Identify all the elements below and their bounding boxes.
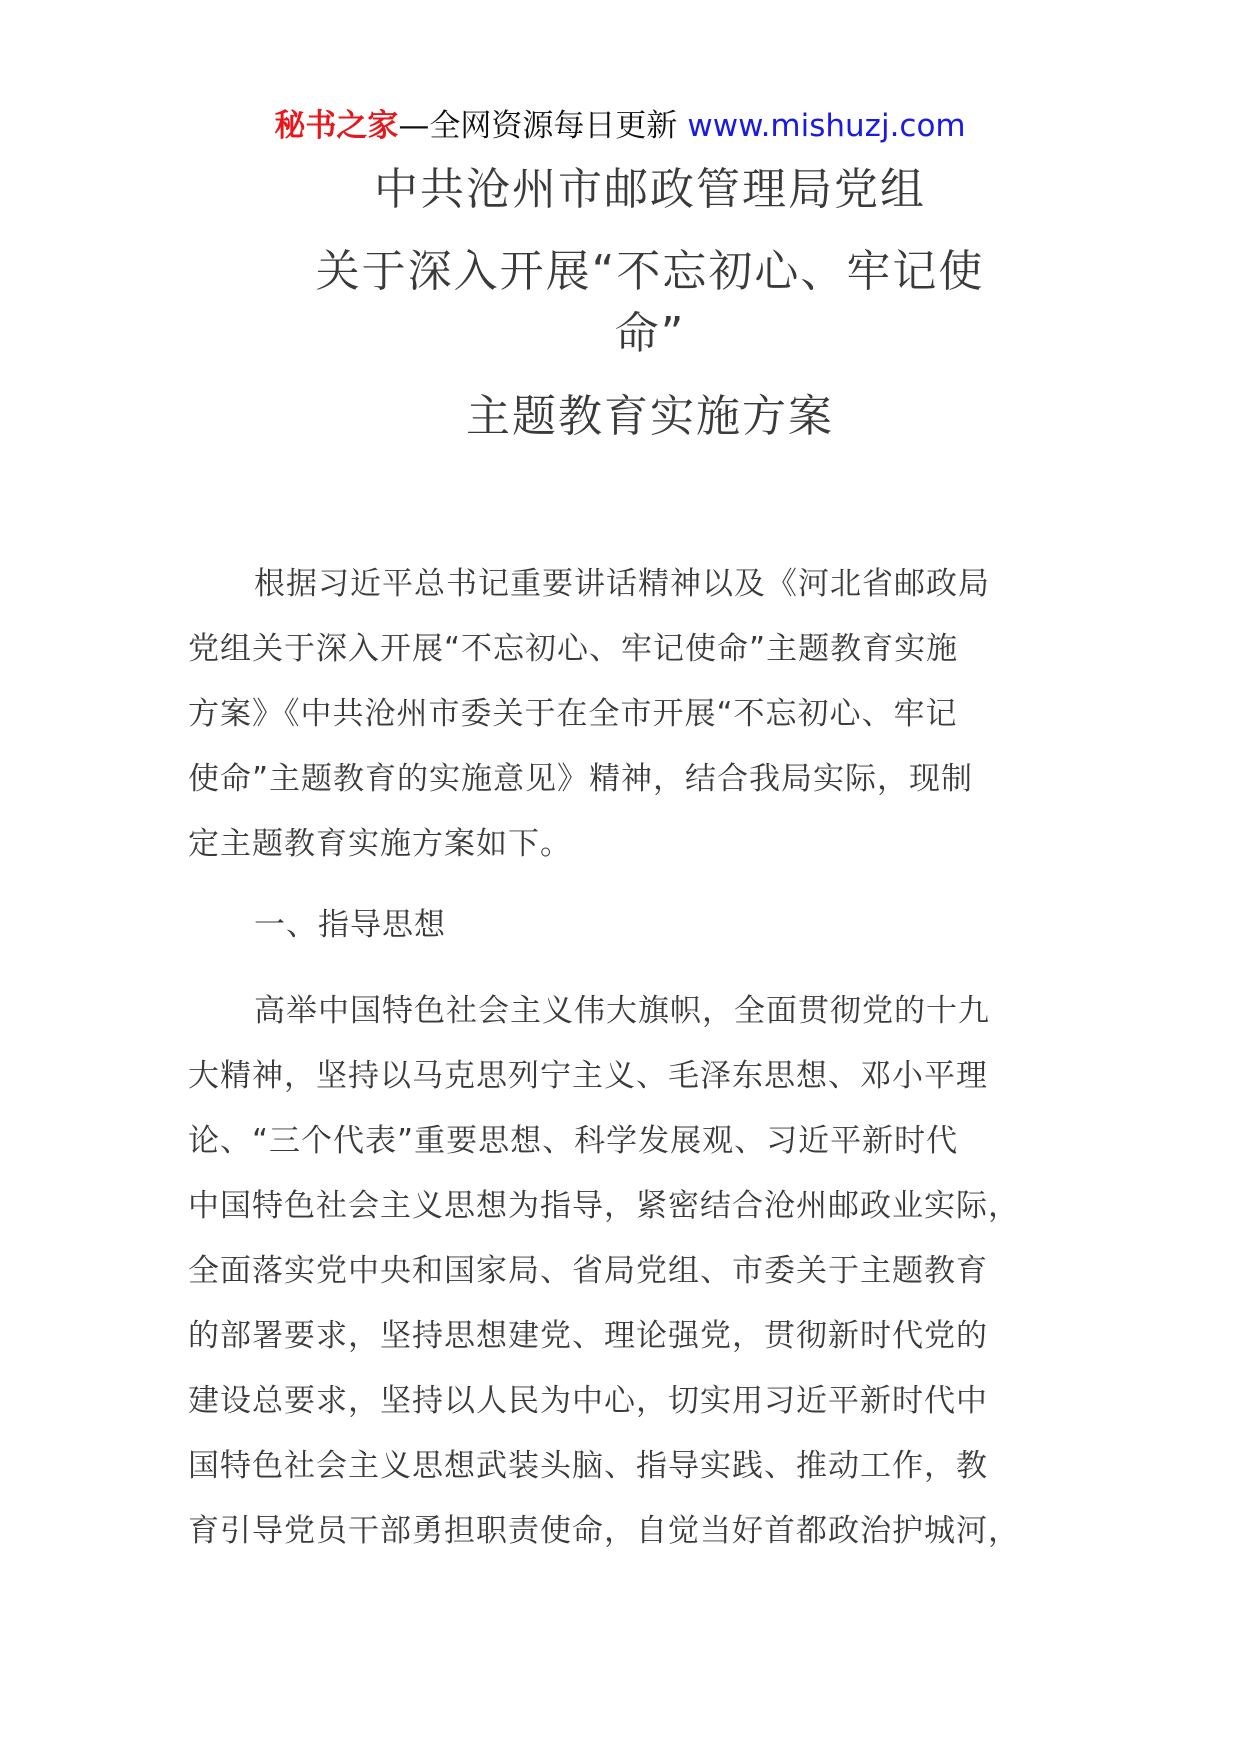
paragraph-line: 国特色社会主义思想武装头脑、指导实践、推动工作，教: [188, 1448, 988, 1484]
paragraph-line: 大精神，坚持以马克思列宁主义、毛泽东思想、邓小平理: [188, 1058, 988, 1094]
header-tagline: —全网资源每日更新: [398, 108, 678, 144]
intro-paragraph: [188, 552, 1048, 877]
paragraph-line: 党组关于深入开展“不忘初心、牢记使命”主题教育实施: [188, 631, 959, 667]
paragraph-line: 定主题教育实施方案如下。: [188, 826, 572, 862]
paragraph-line: 方案》《中共沧州市委关于在全市开展“不忘初心、牢记: [188, 696, 958, 732]
paragraph-line: 高举中国特色社会主义伟大旗帜，全面贯彻党的十九: [254, 993, 990, 1029]
doc-title-line-2: 关于深入开展“不忘初心、牢记使: [315, 246, 985, 297]
paragraph-line: 的部署要求，坚持思想建党、理论强党，贯彻新时代党的: [188, 1318, 988, 1354]
doc-title-line-4: 主题教育实施方案: [466, 391, 834, 442]
paragraph-line: 中国特色社会主义思想为指导，紧密结合沧州邮政业实际，: [188, 1188, 1020, 1224]
paragraph-line: 根据习近平总书记重要讲话精神以及《河北省邮政局: [254, 566, 990, 602]
section-heading: [188, 893, 1048, 958]
paragraph-line: 论、“三个代表”重要思想、科学发展观、习近平新时代: [188, 1123, 959, 1159]
paragraph-line: 育引导党员干部勇担职责使命，自觉当好首都政治护城河，: [188, 1513, 1020, 1549]
section-heading-text: 一、指导思想: [254, 907, 446, 943]
section-paragraph: [188, 979, 1048, 1564]
paragraph-line: 使命”主题教育的实施意见》精神，结合我局实际，现制: [188, 761, 974, 797]
site-header: [0, 104, 1240, 148]
paragraph-line: 全面落实党中央和国家局、省局党组、市委关于主题教育: [188, 1253, 988, 1289]
brand-name: 秘书之家: [274, 108, 399, 144]
doc-title-line-3: 命”: [614, 308, 686, 359]
doc-title-line-1: 中共沧州市邮政管理局党组: [374, 164, 926, 215]
site-link[interactable]: www.mishuzj.com: [687, 108, 966, 144]
paragraph-line: 建设总要求，坚持以人民为中心，切实用习近平新时代中: [188, 1383, 988, 1419]
